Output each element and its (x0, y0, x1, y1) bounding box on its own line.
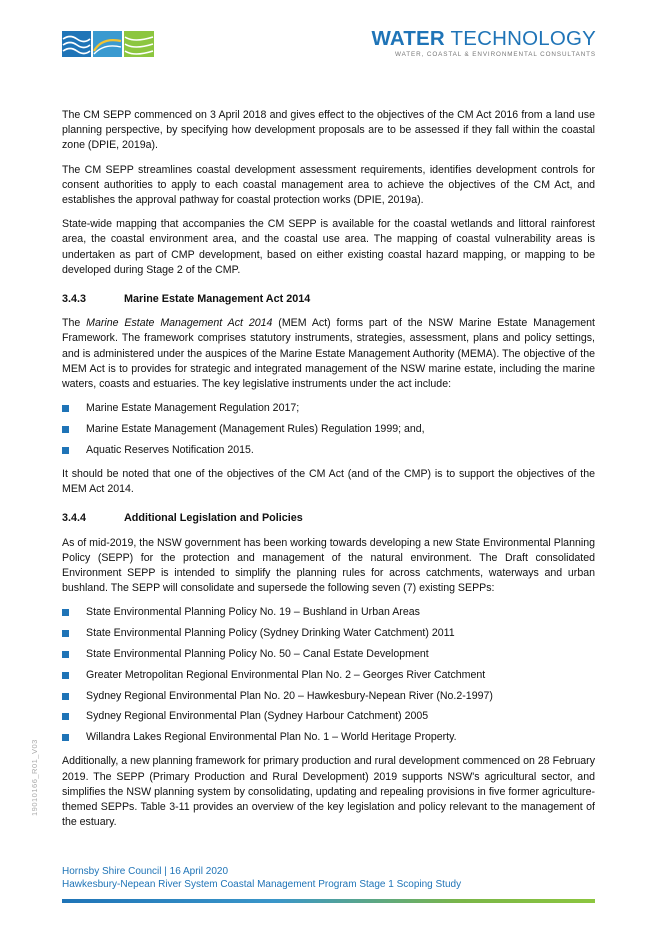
brand-title-bold: WATER (371, 27, 445, 50)
square-bullet-icon (62, 630, 69, 637)
list-item-text: State Environmental Planning Policy No. 50 – Canal Estate Development (86, 648, 429, 661)
section-heading-3-4-3 (62, 292, 595, 307)
text-run: The (62, 317, 87, 330)
paragraph: State-wide mapping that accompanies the CM SEPP is available for the coastal wetlands and littoral rainforest area, the coastal environment area, and the coastal use area. The mapping of coastal vulnerability areas is undertaken as part of CMP development, based on either existing coastal hazard mapping, or mapping to be developed during Stage 2 of the CMP. (62, 218, 595, 276)
square-bullet-icon (62, 405, 69, 412)
water-technology-wave-logo (62, 31, 154, 57)
bullet-list (62, 605, 595, 745)
paragraph: It should be noted that one of the objectives of the CM Act (and of the CMP) is to support the objectives of the MEM Act 2014. (62, 468, 595, 496)
list-item-text: Sydney Regional Environmental Plan (Sydney Harbour Catchment) 2005 (86, 710, 429, 723)
list-item (62, 626, 595, 641)
footer-client-date: Hornsby Shire Council | 16 April 2020 (62, 866, 229, 877)
list-item-text: Sydney Regional Environmental Plan No. 20 – Hawkesbury-Nepean River (No.2-1997) (86, 689, 493, 702)
list-item (62, 689, 595, 704)
list-item (62, 401, 595, 416)
document-body (62, 108, 595, 839)
square-bullet-icon (62, 651, 69, 658)
brand-title-light: TECHNOLOGY (444, 27, 596, 50)
square-bullet-icon (62, 672, 69, 679)
section-title: Additional Legislation and Policies (124, 512, 303, 525)
paragraph: The CM SEPP streamlines coastal development assessment requirements, identifies development controls for consent authorities to apply to each coastal management area to achieve the objectives of the CM Act, and establishes the approval pathway for coastal protection works (DPIE, 2019a). (62, 163, 595, 207)
list-item-text: Greater Metropolitan Regional Environmental Plan No. 2 – Georges River Catchment (86, 668, 486, 681)
section-title: Marine Estate Management Act 2014 (124, 293, 311, 306)
paragraph: Additionally, a new planning framework for primary production and rural development commenced on 28 February 2019. The SEPP (Primary Production and Rural Development) 2019 supports NSW's agricultural sector, and simplifies the NSW planning system by consolidating, updating and repealing provisions in five former agriculture-themed SEPPs. Table 3-11 provides an overview of the key legislation and policy relevant to the management of the estuary. (62, 755, 595, 829)
list-item (62, 443, 595, 458)
list-item-text: Aquatic Reserves Notification 2015. (86, 443, 254, 456)
square-bullet-icon (62, 734, 69, 741)
list-item-text: State Environmental Planning Policy (Sydney Drinking Water Catchment) 2011 (86, 627, 455, 640)
list-item-text: Willandra Lakes Regional Environmental Plan No. 1 – World Heritage Property. (86, 731, 457, 744)
list-item-text: State Environmental Planning Policy No. 19 – Bushland in Urban Areas (86, 606, 420, 619)
paragraph: The CM SEPP commenced on 3 April 2018 and gives effect to the objectives of the CM Act 2016 from a land use planning perspective, by specifying how development proposals are to be assessed if they fall within the coastal zone (DPIE, 2019a). (62, 109, 595, 152)
brand-block (371, 28, 596, 58)
footer-gradient-bar (62, 899, 595, 903)
page-footer (62, 866, 461, 891)
square-bullet-icon (62, 609, 69, 616)
square-bullet-icon (62, 713, 69, 720)
list-item (62, 668, 595, 683)
square-bullet-icon (62, 693, 69, 700)
footer-document-title: Hawkesbury-Nepean River System Coastal Management Program Stage 1 Scoping Study (62, 878, 462, 890)
section-heading-3-4-4 (62, 511, 595, 526)
section-number: 3.4.4 (62, 512, 87, 525)
brand-title (371, 28, 596, 50)
text-run: (MEM Act) forms part of the NSW Marine Estate Management Framework. The framework comprises statutory instruments, strategies, assessment, plans and policy settings, and is administered under the auspices of the Marine Estate Management Authority (MEMA). The objective of the MEM Act is to provides for strategic and integrated management of the NSW marine estate, including the marine waters, coasts and estuaries. The key legislative instruments under the act include: (62, 317, 595, 391)
list-item (62, 730, 595, 745)
italic-act-title: Marine Estate Management Act 2014 (86, 317, 273, 330)
list-item-text: Marine Estate Management Regulation 2017; (86, 402, 300, 415)
square-bullet-icon (62, 447, 69, 454)
document-reference-code: 19010166_R01_V03 (30, 739, 39, 816)
list-item (62, 422, 595, 437)
paragraph: As of mid-2019, the NSW government has been working towards developing a new State Environmental Planning Policy (SEPP) for the protection and management of the natural environment. The Draft consolidated Environment SEPP is intended to simplify the planning rules for across catchments, waterways and urban bushland. The SEPP will consolidate and supersede the following seven (7) existing SEPPs: (62, 536, 595, 595)
bullet-list (62, 401, 595, 458)
list-item (62, 605, 595, 620)
square-bullet-icon (62, 426, 69, 433)
paragraph (62, 316, 595, 392)
list-item (62, 709, 595, 724)
brand-subtitle: WATER, COASTAL & ENVIRONMENTAL CONSULTANTS (395, 51, 596, 58)
list-item-text: Marine Estate Management (Management Rules) Regulation 1999; and, (86, 423, 425, 436)
section-number: 3.4.3 (62, 293, 87, 306)
list-item (62, 647, 595, 662)
